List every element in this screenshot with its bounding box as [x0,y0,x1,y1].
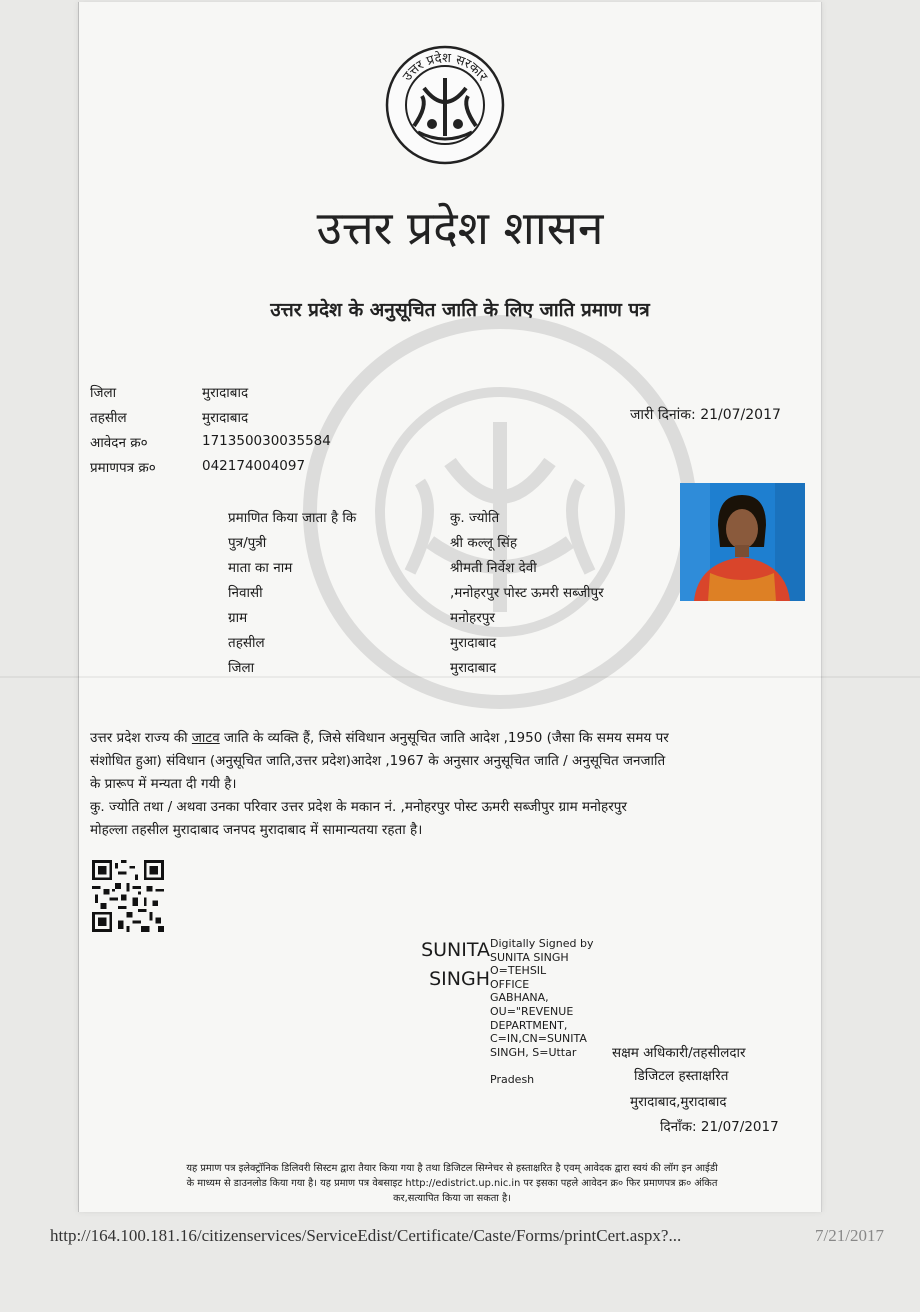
digital-signature-details [490,937,602,1087]
paragraph-line: संशोधित हुआ) संविधान (अनुसूचित जाति,उत्तर प्रदेश)आदेश ,1967 के अनुसार अनुसूचित जाति / अनुसूचित जनजाति [90,753,666,769]
paragraph-line [90,727,810,750]
state-emblem-icon [384,44,506,166]
signature-detail-line: Pradesh [490,1073,535,1087]
detail-label: पुत्र/पुत्री [228,535,267,551]
person-photo-icon [680,483,805,601]
text-span: जाति के व्यक्ति हैं, जिसे संविधान अनुसूचित जाति आदेश ,1950 (जैसा कि समय समय पर [219,730,669,746]
signature-detail-line: OFFICE [490,977,530,991]
tehsil-value: मुरादाबाद [202,410,249,426]
district-value: मुरादाबाद [202,385,249,401]
signature-detail-line: DEPARTMENT, [490,1018,568,1032]
verification-note [102,1161,802,1206]
detail-label: प्रमाणित किया जाता है कि [228,510,357,526]
application-label: आवेदन क्र० [90,435,148,451]
detail-value: श्रीमती निर्वेश देवी [450,560,537,576]
detail-value: ,मनोहरपुर पोस्ट ऊमरी सब्जीपुर [450,585,604,601]
detail-label: जिला [228,660,255,676]
body-paragraph-1 [90,727,810,842]
application-number: 171350030035584 [202,433,331,449]
note-line: कर,सत्यापित किया जा सकता है। [393,1193,511,1204]
district-label: जिला [90,385,117,401]
detail-value: मुरादाबाद [450,635,497,651]
paragraph-line: कु. ज्योति तथा / अथवा उनका परिवार उत्तर प्रदेश के मकान नं. ,मनोहरपुर पोस्ट ऊमरी सब्जीपुर ग्राम मनोहरपुर [90,799,627,815]
officer-location: मुरादाबाद,मुरादाबाद [630,1094,727,1110]
text-span: उत्तर प्रदेश राज्य की [90,730,192,746]
detail-label: माता का नाम [228,560,293,576]
detail-label: ग्राम [228,610,248,626]
officer-designation: सक्षम अधिकारी/तहसीलदार [612,1045,746,1061]
page-title: उत्तर प्रदेश शासन [316,201,604,255]
signature-detail-line: O=TEHSIL [490,964,547,978]
applicant-photo [680,483,805,601]
signature-detail-line: C=IN,CN=SUNITA [490,1032,587,1046]
signature-detail-line: SINGH, S=Uttar [490,1045,577,1059]
caste-name: जाटव [191,730,220,746]
signature-detail-line: GABHANA, [490,991,549,1005]
detail-value: श्री कल्लू सिंह [450,535,518,551]
certificate-label: प्रमाणपत्र क्र० [90,460,156,476]
note-line: यह प्रमाण पत्र इलेक्ट्रॉनिक डिलिवरी सिस्टम द्वारा तैयार किया गया है तथा डिजिटल सिग्नेचर से हस्ताक्षरित है एवम् आवेदक द्वारा स्वयं की लॉग इन आईडी [186,1163,718,1174]
qr-code-icon [92,860,164,932]
print-url: http://164.100.181.16/citizenservices/ServiceEdist/Certificate/Caste/Forms/printCert.aspx?... [50,1226,682,1245]
digitally-signed-label: डिजिटल हस्ताक्षरित [634,1068,729,1084]
print-date: 7/21/2017 [815,1226,884,1245]
signer-name-line: SINGH [429,968,490,990]
signature-date: दिनाँक: 21/07/2017 [660,1119,779,1135]
signature-detail-line: OU="REVENUE [490,1004,574,1018]
detail-value: मुरादाबाद [450,660,497,676]
signature-detail-line: Digitally Signed by [490,937,594,950]
detail-value: कु. ज्योति [450,510,500,526]
note-line: के माध्यम से डाउनलोड किया गया है। यह प्रमाण पत्र वेबसाइट http://edistrict.up.nic.in पर इसका पहले आवेदन क्र० फिर प्रमाणपत्र क्र० अंकित [186,1178,718,1189]
paragraph-line: के प्रारूप में मन्यता दी गयी है। [90,776,237,792]
watermark-emblem-icon [300,312,700,712]
svg-text:उत्तर प्रदेश सरकार: उत्तर प्रदेश सरकार [400,50,491,85]
signer-name-line: SUNITA [421,939,490,961]
detail-value: मनोहरपुर [450,610,495,626]
issue-date: जारी दिनांक: 21/07/2017 [630,407,781,423]
detail-label: निवासी [228,585,263,601]
signer-name [398,936,490,994]
certificate-subtitle: उत्तर प्रदेश के अनुसूचित जाति के लिए जाति प्रमाण पत्र [270,299,650,321]
detail-label: तहसील [228,635,265,651]
paragraph-line: मोहल्ला तहसील मुरादाबाद जनपद मुरादाबाद में सामान्यतया रहता है। [90,822,423,838]
certificate-number: 042174004097 [202,458,306,474]
tehsil-label: तहसील [90,410,127,426]
signature-detail-line: SUNITA SINGH [490,950,569,964]
